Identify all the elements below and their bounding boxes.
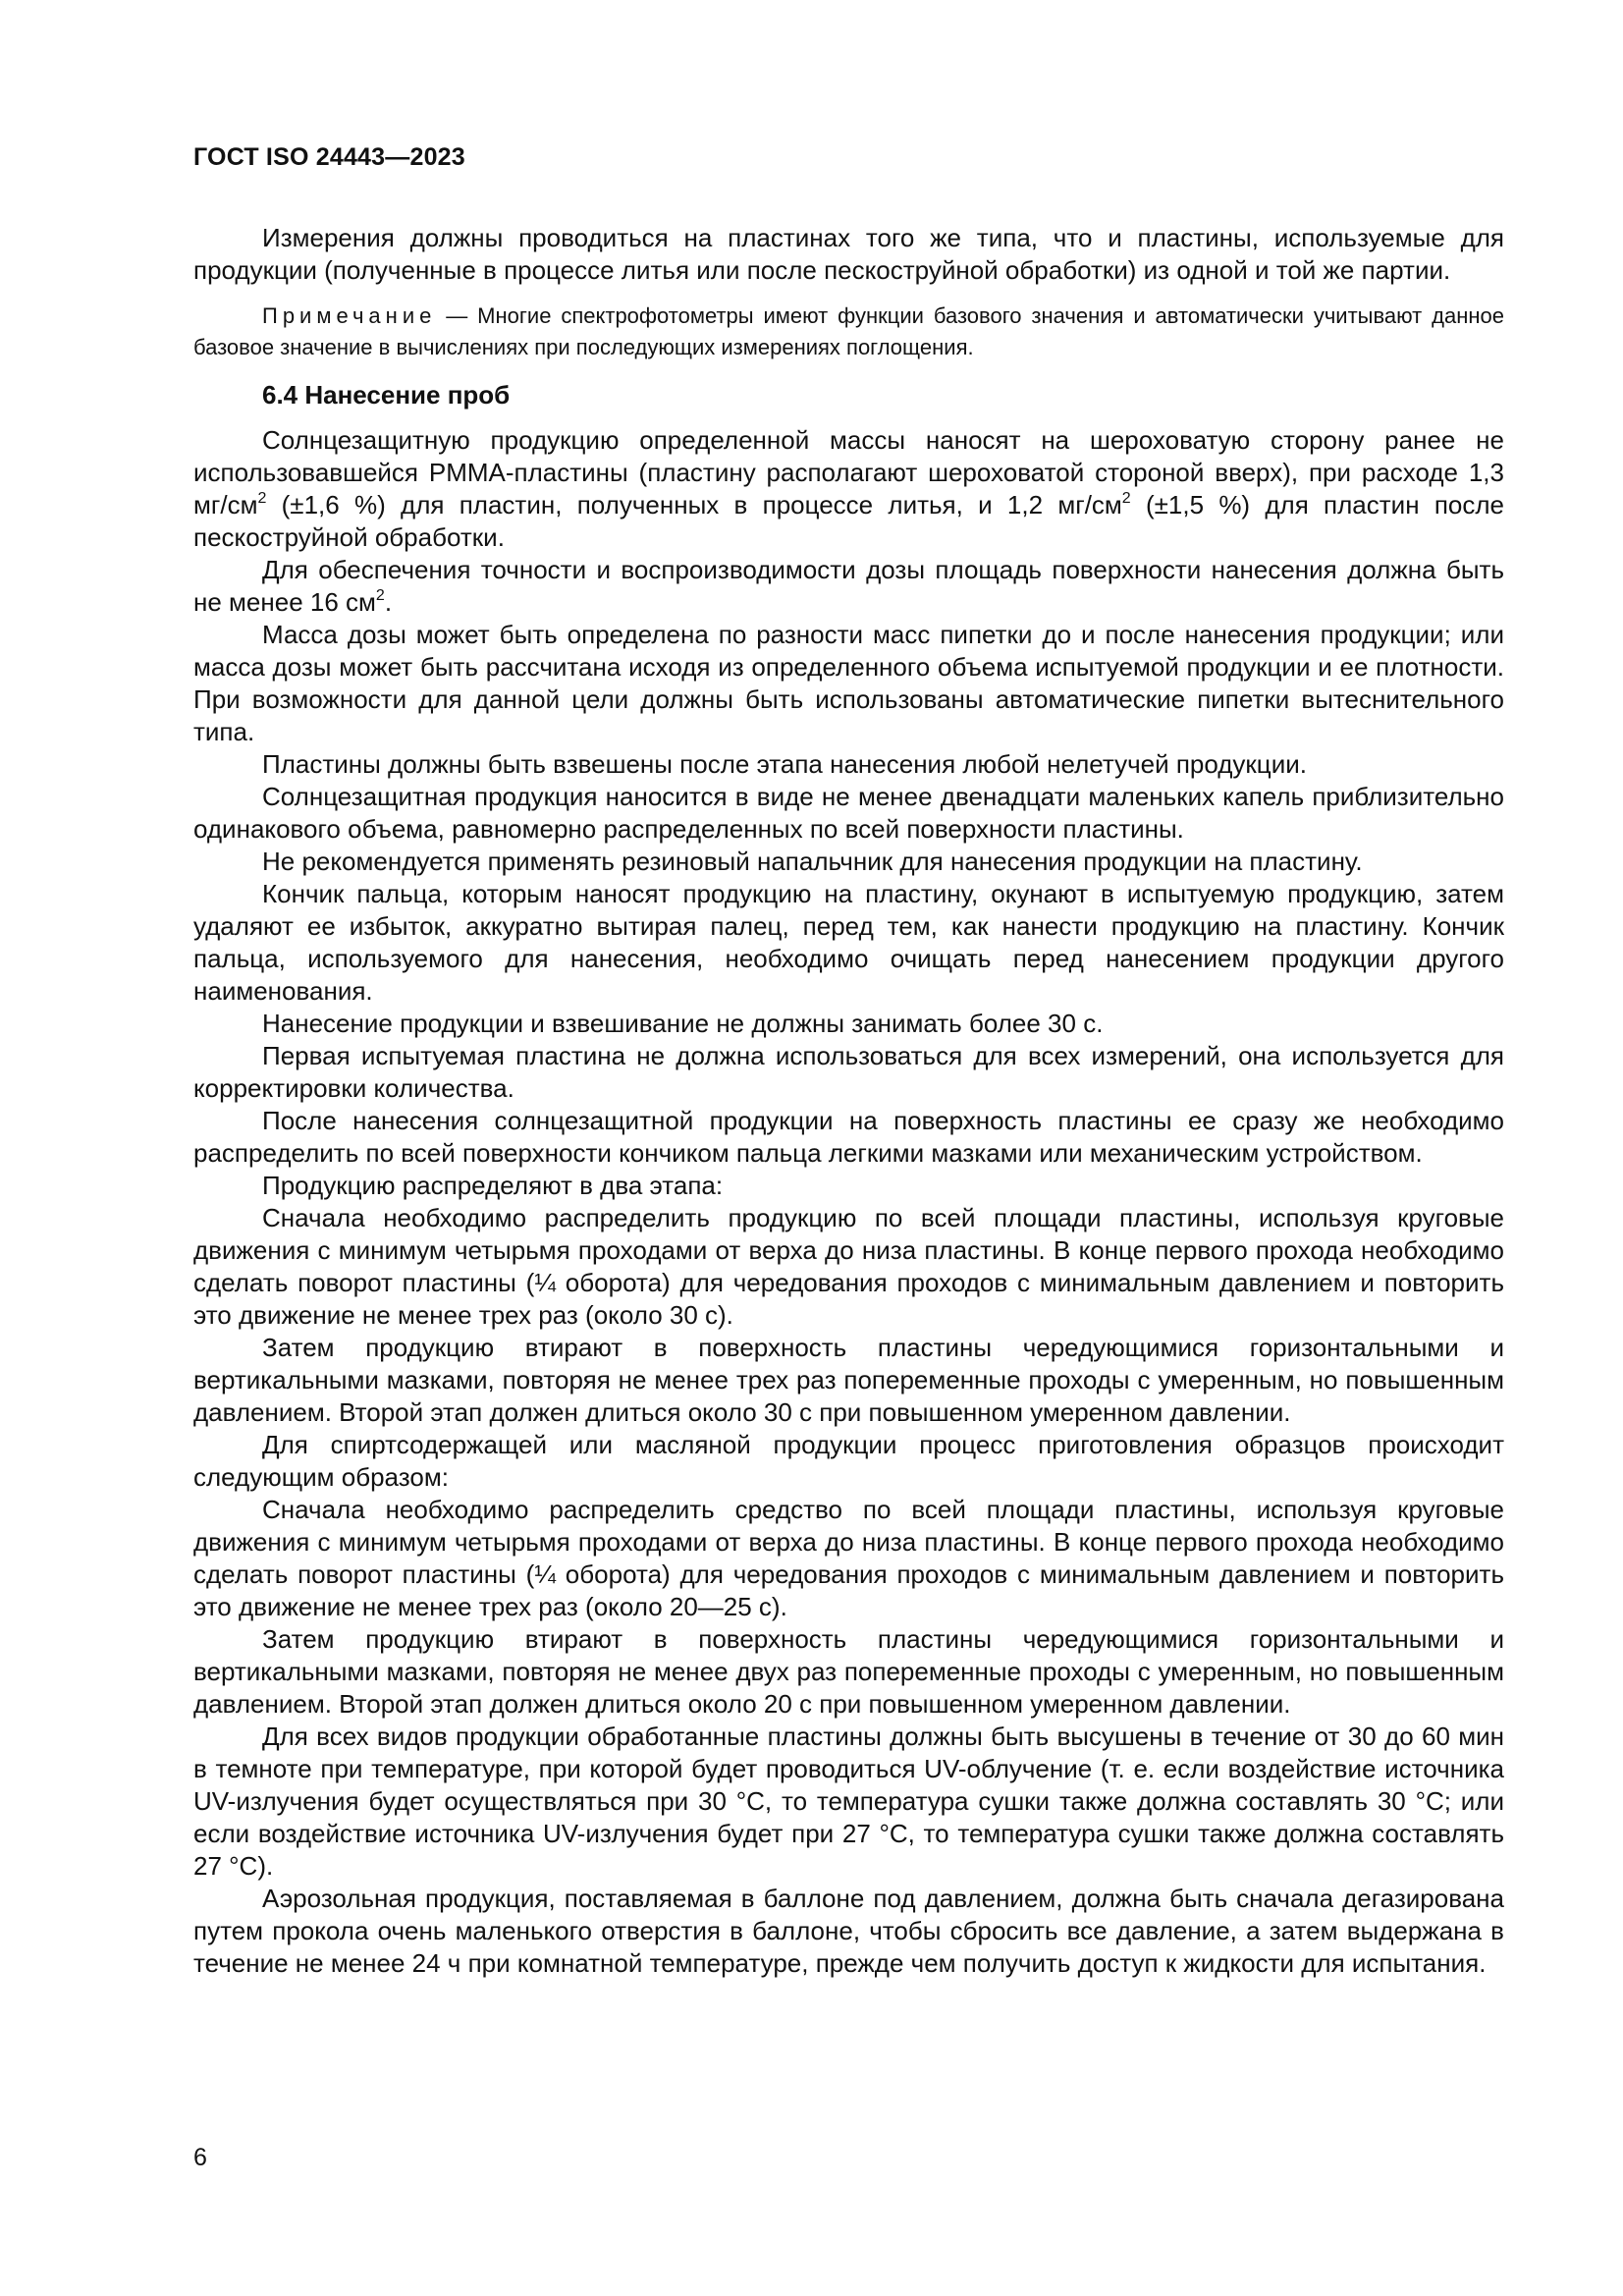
superscript: 2 [257, 490, 267, 508]
paragraph: Масса дозы может быть определена по разности масс пипетки до и после нанесения продукции; или масса дозы может быть рассчитана исходя из определенного объема испытуемой продукции и ее плотности. При возможности для данной цели должны быть использованы автоматические пипетки вытеснительного типа. [193, 620, 1504, 746]
note-label: Примечание [262, 303, 437, 328]
paragraph-surface-area [193, 554, 1504, 619]
document-header: ГОСТ ISO 24443—2023 [193, 143, 465, 171]
text-run: Солнцезащитную продукцию определенной массы наносят на шероховатую сторону ранее не использовавшейся PMMA-пластины (пластину располагают шероховатой стороной вверх), при расходе 1,3 мг/см [193, 425, 1504, 519]
paragraph: Кончик пальца, которым наносят продукцию на пластину, окунают в испытуемую продукцию, затем удаляют ее избыток, аккуратно вытирая палец, перед тем, как нанести продукцию на пластину. Кончик пальца, используемого для нанесения, необходимо очищать перед нанесением продукции другого наименования. [193, 879, 1504, 1006]
paragraph: Солнцезащитная продукция наносится в виде не менее двенадцати маленьких капель приблизительно одинакового объема, равномерно распределенных по всей поверхности пластины. [193, 782, 1504, 844]
text-run: . [384, 587, 393, 617]
paragraph: Аэрозольная продукция, поставляемая в баллоне под давлением, должна быть сначала дегазирована путем прокола очень маленького отверстия в баллоне, чтобы сбросить все давление, а затем выдержана в течение не менее 24 ч при комнатной температуре, прежде чем получить доступ к жидкости для испытания. [193, 1884, 1504, 1978]
paragraph: Для всех видов продукции обработанные пластины должны быть высушены в течение от 30 до 60 мин в темноте при температуре, при которой будет проводиться UV-облучение (т. е. если воздействие источника UV-излучения будет осуществляться при 30 °C, то температура сушки также должна составлять 30 °C; или если воздействие источника UV-излучения будет при 27 °C, то температура сушки также должна составлять 27 °C). [193, 1722, 1504, 1881]
superscript: 2 [1121, 490, 1131, 508]
paragraph: Затем продукцию втирают в поверхность пластины чередующимися горизонтальными и вертикальными мазками, повторяя не менее трех раз попеременные проходы с умеренным, но повышенным давлением. Второй этап должен длиться около 30 с при повышенном умеренном давлении. [193, 1333, 1504, 1427]
superscript: 2 [375, 587, 385, 605]
paragraph: Затем продукцию втирают в поверхность пластины чередующимися горизонтальными и вертикальными мазками, повторяя не менее двух раз попеременные проходы с умеренным, но повышенным давлением. Второй этап должен длиться около 20 с при повышенном умеренном давлении. [193, 1624, 1504, 1719]
text-run: Для обеспечения точности и воспроизводимости дозы площадь поверхности нанесения должна быть не менее 16 см [193, 555, 1504, 617]
intro-paragraph: Измерения должны проводиться на пластинах того же типа, что и пластины, используемые для продукции (полученные в процессе литья или после пескоструйной обработки) из одной и той же партии. [193, 223, 1504, 285]
paragraph: Продукцию распределяют в два этапа: [262, 1171, 724, 1200]
paragraph: Сначала необходимо распределить продукцию по всей площади пластины, используя круговые движения с минимум четырьмя проходами от верха до низа пластины. В конце первого прохода необходимо сделать поворот пластины (¼ оборота) для чередования проходов с минимальным давлением и повторить это движение не менее трех раз (около 30 с). [193, 1203, 1504, 1330]
paragraph: Первая испытуемая пластина не должна использоваться для всех измерений, она используется для корректировки количества. [193, 1041, 1504, 1103]
paragraph: Для спиртсодержащей или масляной продукции процесс приготовления образцов происходит следующим образом: [193, 1430, 1504, 1492]
paragraph: Нанесение продукции и взвешивание не должны занимать более 30 с. [262, 1009, 1104, 1038]
paragraph-application-rate [193, 424, 1504, 554]
document-body [193, 222, 1504, 1980]
paragraph: Сначала необходимо распределить средство по всей площади пластины, используя круговые движения с минимум четырьмя проходами от верха до низа пластины. В конце первого прохода необходимо сделать поворот пластины (¼ оборота) для чередования проходов с минимальным давлением и повторить это движение не менее трех раз (около 20—25 с). [193, 1495, 1504, 1621]
paragraph: Не рекомендуется применять резиновый напальчник для нанесения продукции на пластину. [262, 847, 1363, 876]
note [193, 301, 1504, 363]
page-number: 6 [193, 2144, 207, 2171]
section-title: 6.4 Нанесение проб [262, 380, 511, 410]
paragraph: Пластины должны быть взвешены после этапа нанесения любой нелетучей продукции. [262, 749, 1307, 779]
note-text: — Многие спектрофотометры имеют функции базового значения и автоматически учитывают данное базовое значение в вычислениях при последующих измерениях поглощения. [193, 303, 1504, 359]
text-run: (±1,6 %) для пластин, полученных в процессе литья, и 1,2 мг/см [266, 490, 1122, 519]
text-run: (±1,5 %) для пластин после пескоструйной обработки. [193, 490, 1504, 552]
paragraph: После нанесения солнцезащитной продукции на поверхность пластины ее сразу же необходимо распределить по всей поверхности кончиком пальца легкими мазками или механическим устройством. [193, 1106, 1504, 1168]
